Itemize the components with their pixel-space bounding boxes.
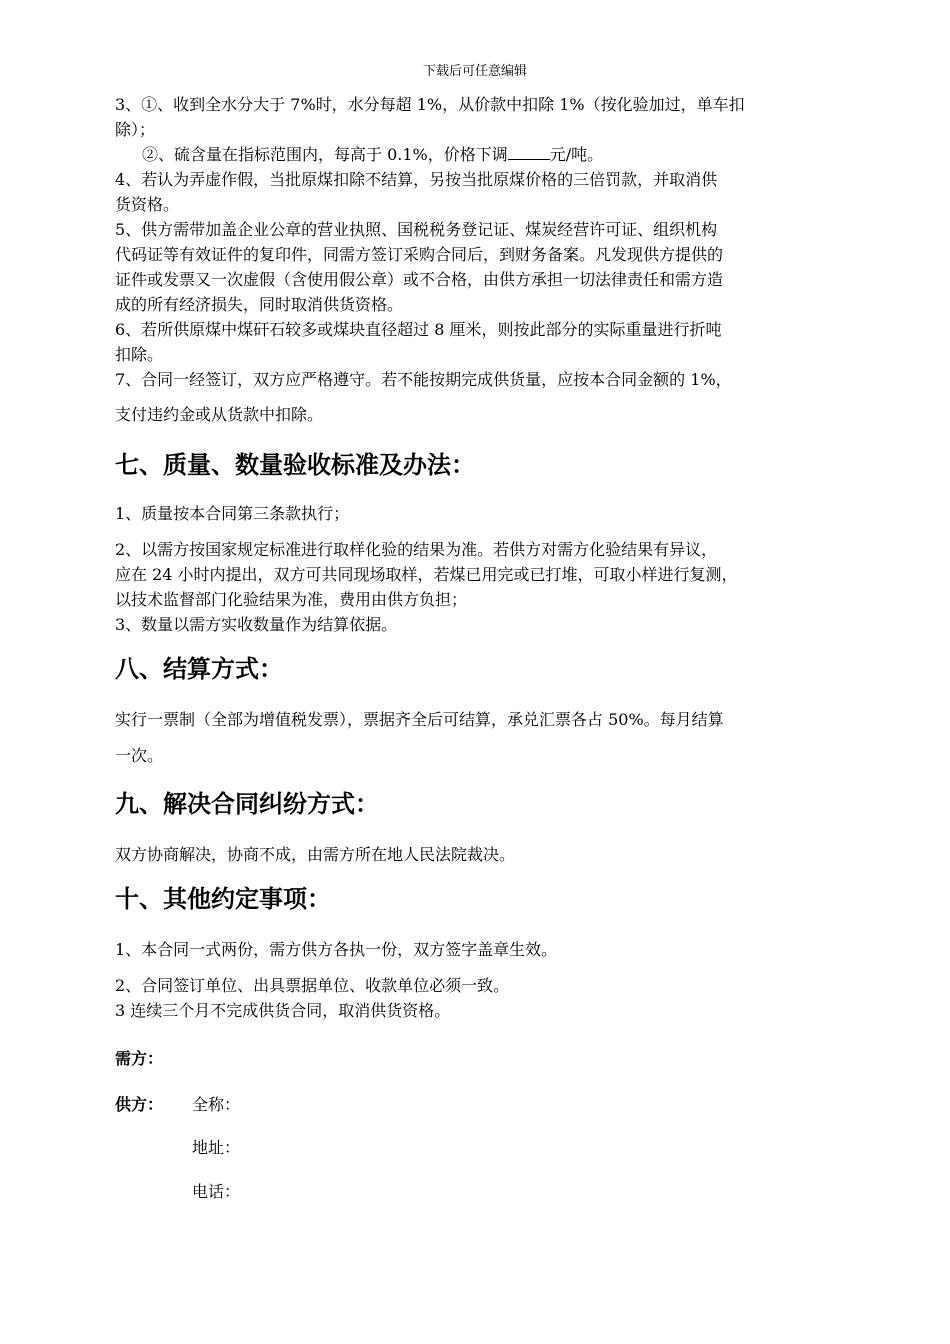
text-line: 4、若认为弄虚作假，当批原煤扣除不结算，另按当批原煤价格的三倍罚款，并取消供 [115,170,718,189]
text-line: 1、本合同一式两份，需方供方各执一份，双方签字盖章生效。 [115,940,558,959]
text-line: 支付违约金或从货款中扣除。 [115,405,324,424]
section-heading-10: 十、其他约定事项： [115,885,331,913]
text-line: 扣除。 [115,345,164,364]
text-line: 一次。 [115,746,164,765]
text-line [115,142,865,167]
section-heading-9: 九、解决合同纠纷方式： [115,790,379,818]
text-line: 成的所有经济损失，同时取消供货资格。 [115,295,404,314]
text-line: 双方协商解决，协商不成，由需方所在地人民法院裁决。 [115,845,516,864]
clause-line-continued [115,402,865,427]
section-heading-7: 七、质量、数量验收标准及办法： [115,451,475,479]
text-line: 证件或发票又一次虚假（含使用假公章）或不合格，由供方承担一切法律责任和需方造 [115,270,724,289]
supplier-address-field: 地址： [192,1138,241,1157]
price-blank [508,143,550,160]
page-header: 下载后可任意编辑 [422,64,527,79]
text-line: 2、以需方按国家规定标准进行取样化验的结果为准。若供方对需方化验结果有异议， [115,540,718,559]
clause-block-penalties [115,92,865,392]
text-line: 7、合同一经签订，双方应严格遵守。若不能按期完成供货量，应按本合同金额的 1%， [115,370,732,389]
text-line: 3、①、收到全水分大于 7%时，水分每超 1%，从价款中扣除 1%（按化验加过，单车扣 [115,95,745,114]
text-line: 3、数量以需方实收数量作为结算依据。 [115,615,398,634]
text-line: 以技术监督部门化验结果为准，费用由供方负担； [115,590,468,609]
supplier-label: 供方： [115,1095,164,1114]
section-10-body [115,973,865,1023]
section-heading-8: 八、结算方式： [115,655,283,683]
text-line: 应在 24 小时内提出，双方可共同现场取样，若煤已用完或已打堆，可取小样进行复测， [115,565,738,584]
text-line: 除）； [115,120,156,139]
text-line: 3 连续三个月不完成供货合同，取消供货资格。 [115,1001,451,1020]
section-8-body [115,707,865,768]
buyer-label: 需方： [115,1049,164,1068]
unit-text: 元/吨。 [549,145,604,164]
section-10-item-1 [115,937,865,962]
text-line: 2、合同签订单位、出具票据单位、收款单位必须一致。 [115,976,510,995]
text-line: 1、质量按本合同第三条款执行； [115,504,350,523]
sulfur-clause-text: ②、硫含量在指标范围内，每高于 0.1%，价格下调 [142,145,508,164]
text-line: 货资格。 [115,195,180,214]
section-7-body [115,537,865,637]
supplier-name-field: 全称： [192,1095,241,1114]
section-9-body [115,842,865,867]
text-line: 6、若所供原煤中煤矸石较多或煤块直径超过 8 厘米，则按此部分的实际重量进行折吨 [115,320,722,339]
supplier-phone-field: 电话： [192,1182,241,1201]
text-line: 实行一票制（全部为增值税发票），票据齐全后可结算，承兑汇票各占 50%。每月结算 [115,710,724,729]
text-line: 5、供方需带加盖企业公章的营业执照、国税税务登记证、煤炭经营许可证、组织机构 [115,220,718,239]
section-7-item-1 [115,501,865,526]
text-line: 代码证等有效证件的复印件，同需方签订采购合同后，到财务备案。凡发现供方提供的 [115,245,724,264]
